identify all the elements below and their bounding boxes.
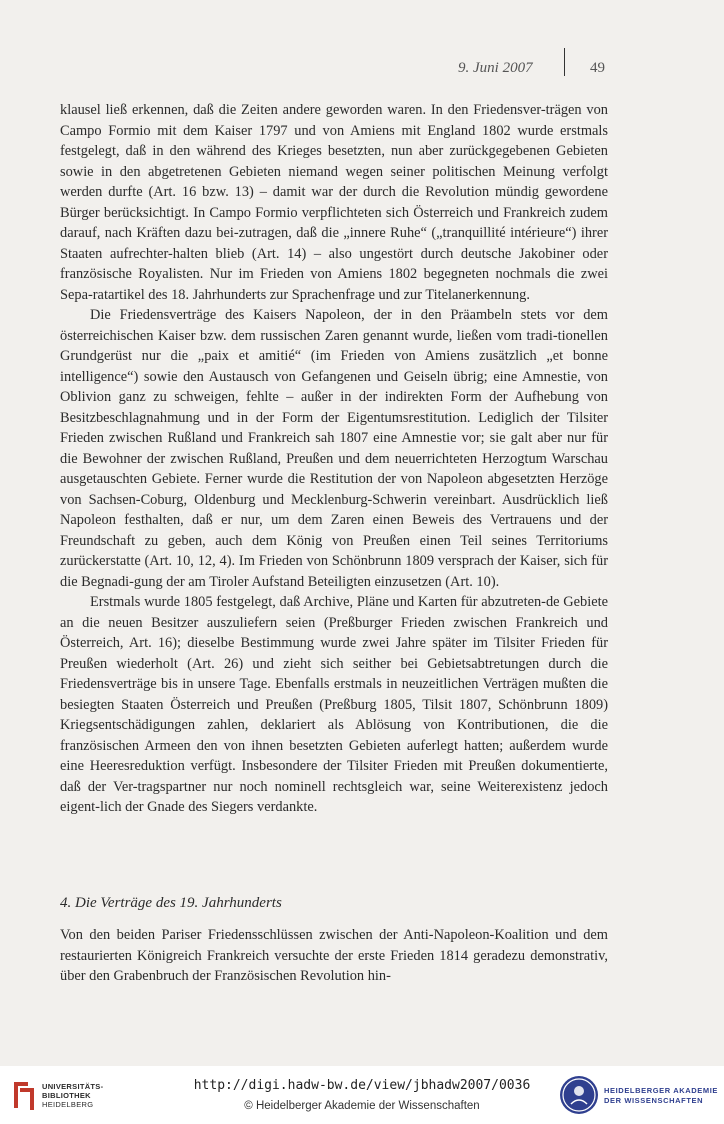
ub-line-1: UNIVERSITÄTS- bbox=[42, 1082, 104, 1091]
footer-bar bbox=[0, 1066, 724, 1124]
paragraph-3: Erstmals wurde 1805 festgelegt, daß Archive, Pläne und Karten für abzutreten-de Gebiete an die neuen Besitzer auszuliefern seien (Preßburger Frieden zwischen Frankreich und Österreich, Art. 16); dieselbe Bestimmung wurde zwei Jahre später im Tilsiter Frieden für Preußen wiederholt (Art. 26) und zieht sich seither bei Gebietsabtretungen durch die Friedensverträge bis in unsere Tage. Ebenfalls erstmals in neuzeitlichen Verträgen mußten die besiegten Staaten Österreich und Preußen (Preßburg 1805, Tilsit 1807, Schönbrunn 1809) Kriegsentschädigungen zahlen, deklariert als Ablösung von Kontributionen, die die französischen Armeen den von ihnen besetzten Gebieten auferlegt hatten; außerdem wurde eine Heeresreduktion verfügt. Insbesondere der Tilsiter Frieden mit Preußen dokumentierte, daß der Ver-tragspartner nur noch nominell rechtsgleich war, seine Weiterexistenz jedoch eigent-lich der Gnade des Siegers verdankte. bbox=[60, 594, 608, 815]
ub-line-2: BIBLIOTHEK bbox=[42, 1091, 91, 1100]
header-date: 9. Juni 2007 bbox=[458, 60, 533, 76]
main-text bbox=[60, 100, 608, 818]
paragraph-1: klausel ließ erkennen, daß die Zeiten andere geworden waren. In den Friedensver-trägen von Campo Formio mit dem Kaiser 1797 und von Amiens mit England 1802 wurde erstmals festgelegt, daß in den während des Krieges besetzten, nun aber zurückgegebenen Gebieten sowie in den abgetretenen Gebieten niemand wegen seiner politischen Meinung verfolgt werden durfte (Art. 16 bzw. 13) – damit war der durch die Revolution mündig gewordene Bürger berücksichtigt. In Campo Formio verpflichteten sich Österreich und Frankreich zudem darauf, nach Kräften dazu bei-zutragen, daß die „innere Ruhe“ („tranquillité intérieure“) ihrer Staaten aufrechter-halten blieb (Art. 14) – also ungestört durch deutsche Jakobiner oder französische Royalisten. Nur im Frieden von Amiens 1802 begegneten nochmals die zwei Sepa-ratartikel des 18. Jahrhunderts zur Sprachenfrage und zur Titelanerkennung. bbox=[60, 102, 608, 303]
section-heading: 4. Die Verträge des 19. Jahrhunderts bbox=[60, 895, 282, 911]
academy-name bbox=[604, 1086, 718, 1106]
permalink-url[interactable]: http://digi.hadw-bw.de/view/jbhadw2007/0036 bbox=[193, 1078, 531, 1093]
copyright-notice: © Heidelberger Akademie der Wissenschaften bbox=[244, 1100, 480, 1112]
haw-line-1: HEIDELBERGER AKADEMIE bbox=[604, 1086, 718, 1095]
running-header bbox=[420, 60, 620, 80]
page-number: 49 bbox=[590, 60, 605, 76]
paragraph-2: Die Friedensverträge des Kaisers Napoleon, der in den Präambeln stets vor dem österreichischen Kaiser bzw. dem russischen Zaren genannt wurde, ließen vom tradi-tionellen Grundgerüst nur die „paix et amitié“ (im Frieden von Amiens zusätzlich „et bonne intelligence“) sowie den Austausch von Gefangenen und Geiseln übrig; eine Amnestie, von Oblivion ganz zu schweigen, fehlte – außer in der indirekten Form der Aufhebung von Besitzbeschlagnahmung und in der Form der Eigentumsrestitution. Lediglich der Tilsiter Frieden zwischen Rußland und Frankreich sah 1807 eine Amnestie vor; sie galt aber nur für die Bewohner der zwischen Rußland, Preußen und dem neuerrichteten Herzogtum Warschau ausgetauschten Gebiete. Ferner wurde die Restitution der von Napoleon abgesetzten Herzöge von Sachsen-Coburg, Oldenburg und Mecklenburg-Schwerin vereinbart. Ausdrücklich ließ Napoleon festhalten, daß er nur, um dem Zaren einen Beweis des Vertrauens und der Freundschaft zu geben, auch dem König von Preußen einen Teil seines Territoriums zurückerstatte (Art. 10, 12, 4). Im Frieden von Schönbrunn 1809 versprach der Kaiser, sich für die Begnadi-gung der am Tiroler Aufstand Beteiligten einzusetzen (Art. 10). bbox=[60, 307, 608, 590]
header-divider bbox=[564, 48, 565, 76]
section-text bbox=[60, 925, 608, 987]
section-paragraph: Von den beiden Pariser Friedensschlüssen zwischen der Anti-Napoleon-Koalition und dem restaurierten Königreich Frankreich versuchte der erste Frieden 1814 geradezu demonstrativ, über den Grabenbruch der Französischen Revolution hin- bbox=[60, 927, 608, 984]
haw-line-2: DER WISSENSCHAFTEN bbox=[604, 1096, 704, 1105]
academy-seal-icon bbox=[560, 1076, 598, 1114]
ub-line-3: HEIDELBERG bbox=[42, 1100, 94, 1109]
